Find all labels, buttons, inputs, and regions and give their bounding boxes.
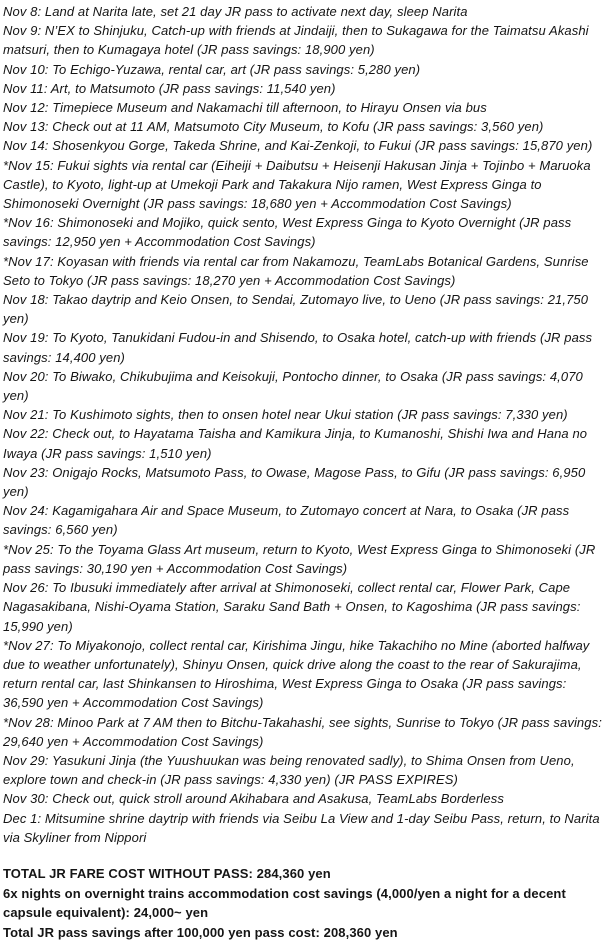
itinerary-nov-23: Nov 23: Onigajo Rocks, Matsumoto Pass, to Owase, Magose Pass, to Gifu (JR pass savings: 6,950 yen) bbox=[3, 464, 586, 500]
itinerary-nov-29: Nov 29: Yasukuni Jinja (the Yuushuukan was being renovated sadly), to Shima Onsen from Ueno, explore town and check-in (JR pass savings: 4,330 yen) (JR PASS EXPIRES) bbox=[3, 752, 575, 788]
itinerary-nov-13: Nov 13: Check out at 11 AM, Matsumoto City Museum, to Kofu (JR pass savings: 3,560 yen) bbox=[3, 119, 544, 135]
itinerary-nov-25: *Nov 25: To the Toyama Glass Art museum, return to Kyoto, West Express Ginga to Shimonoseki (JR pass savings: 30,190 yen + Accommodation Cost Savings) bbox=[3, 541, 596, 576]
itinerary-nov-12: Nov 12: Timepiece Museum and Nakamachi till afternoon, to Hirayu Onsen via bus bbox=[3, 100, 487, 116]
itinerary-nov-14: Nov 14: Shosenkyou Gorge, Takeda Shrine, and Kai-Zenkoji, to Fukui (JR pass savings: 15,870 yen) bbox=[3, 138, 593, 154]
overnight-savings-line: 6x nights on overnight trains accommodation cost savings (4,000/yen a night for a decent capsule equivalent): 24,000~ yen bbox=[3, 885, 566, 921]
itinerary-nov-17: *Nov 17: Koyasan with friends via rental car from Nakamozu, TeamLabs Botanical Gardens, Sunrise Seto to Tokyo (JR pass savings: 18,270 yen + Accommodation Cost Savings) bbox=[3, 253, 589, 288]
cost-summary bbox=[3, 864, 603, 942]
itinerary-nov-10: Nov 10: To Echigo-Yuzawa, rental car, art (JR pass savings: 5,280 yen) bbox=[3, 61, 421, 77]
itinerary-nov-27: *Nov 27: To Miyakonojo, collect rental car, Kirishima Jingu, hike Takachiho no Mine (aborted halfway due to weather unfortunately), Shinyu Onsen, quick drive along the coast to the rear of Sakurajima, return rental car, last Shinkansen to Hiroshima, West Express Ginga to Osaka (JR pass savings: 36,590 yen + Accommodation Cost Savings) bbox=[3, 637, 590, 711]
itinerary-nov-15: *Nov 15: Fukui sights via rental car (Eiheiji + Daibutsu + Heisenji Hakusan Jinja + Tojinbo + Maruoka Castle), to Kyoto, light-up at Umekoji Park and Takakura Nijo ramen, West Express Ginga to Shimonoseki Overnight (JR pass savings: 18,680 yen + Accommodation Cost Savings) bbox=[3, 157, 591, 212]
itinerary-nov-19: Nov 19: To Kyoto, Tanukidani Fudou-in and Shisendo, to Osaka hotel, catch-up with friends (JR pass savings: 14,400 yen) bbox=[3, 330, 593, 365]
itinerary-nov-9: Nov 9: N’EX to Shinjuku, Catch-up with friends at Jindaiji, then to Sukagawa for the Taimatsu Akashi matsuri, then to Kumagaya hotel (JR pass savings: 18,900 yen) bbox=[3, 23, 589, 58]
itinerary-nov-24: Nov 24: Kagamigahara Air and Space Museum, to Zutomayo concert at Nara, to Osaka (JR pass savings: 6,560 yen) bbox=[3, 503, 570, 538]
total-jr-fare-line: TOTAL JR FARE COST WITHOUT PASS: 284,360 yen bbox=[3, 865, 331, 881]
itinerary-nov-18: Nov 18: Takao daytrip and Keio Onsen, to Sendai, Zutomayo live, to Ueno (JR pass savings: 21,750 yen) bbox=[3, 292, 589, 327]
itinerary-nov-16: *Nov 16: Shimonoseki and Mojiko, quick sento, West Express Ginga to Kyoto Overnight (JR pass savings: 12,950 yen + Accommodation Cost Savings) bbox=[3, 215, 572, 250]
itinerary-nov-30: Nov 30: Check out, quick stroll around Akihabara and Asakusa, TeamLabs Borderless bbox=[3, 791, 504, 807]
itinerary-nov-21: Nov 21: To Kushimoto sights, then to onsen hotel near Ukui station (JR pass savings: 7,330 yen) bbox=[3, 407, 568, 423]
itinerary-nov-28: *Nov 28: Minoo Park at 7 AM then to Bitchu-Takahashi, see sights, Sunrise to Tokyo (JR pass savings: 29,640 yen + Accommodation Cost Savings) bbox=[3, 714, 602, 749]
net-pass-savings-line: Total JR pass savings after 100,000 yen pass cost: 208,360 yen bbox=[3, 924, 398, 940]
itinerary-nov-8: Nov 8: Land at Narita late, set 21 day JR pass to activate next day, sleep Narita bbox=[3, 4, 468, 19]
itinerary-nov-20: Nov 20: To Biwako, Chikubujima and Keisokuji, Pontocho dinner, to Osaka (JR pass savings: 4,070 yen) bbox=[3, 368, 583, 404]
itinerary-nov-11: Nov 11: Art, to Matsumoto (JR pass savings: 11,540 yen) bbox=[3, 80, 336, 96]
itinerary-nov-22: Nov 22: Check out, to Hayatama Taisha and Kamikura Jinja, to Kumanoshi, Shishi Iwa and Hana no Iwaya (JR pass savings: 1,510 yen) bbox=[3, 426, 588, 461]
itinerary-nov-26: Nov 26: To Ibusuki immediately after arrival at Shimonoseki, collect rental car, Flower Park, Cape Nagasakibana, Nishi-Oyama Station, Saraku Sand Bath + Onsen, to Kagoshima (JR pass savings: 15,990 yen) bbox=[3, 580, 581, 634]
itinerary-dec-1: Dec 1: Mitsumine shrine daytrip with friends via Seibu La View and 1-day Seibu Pass, return, to Narita via Skyliner from Nippori bbox=[3, 810, 600, 845]
